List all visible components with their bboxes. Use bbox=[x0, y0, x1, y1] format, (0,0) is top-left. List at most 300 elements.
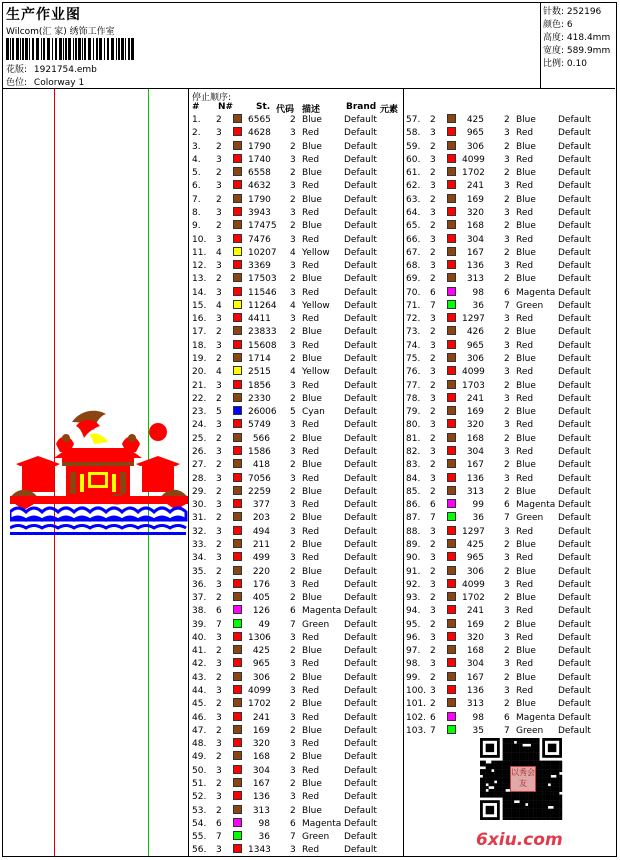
table-row bbox=[406, 433, 602, 446]
row-index: 71. bbox=[406, 300, 421, 311]
row-brand: Default bbox=[558, 473, 591, 484]
color-swatch bbox=[233, 831, 242, 840]
row-code: 2 bbox=[290, 513, 296, 524]
row-code: 7 bbox=[504, 513, 510, 524]
row-index: 78. bbox=[406, 393, 421, 404]
row-brand: Default bbox=[558, 486, 591, 497]
row-description: Red bbox=[516, 473, 534, 484]
row-code: 2 bbox=[504, 168, 510, 179]
table-row bbox=[406, 579, 602, 592]
row-stitches: 241 bbox=[252, 712, 270, 723]
color-swatch bbox=[233, 313, 242, 322]
row-code: 7 bbox=[290, 832, 296, 843]
row-needle: 2 bbox=[430, 168, 436, 179]
row-stitches: 2330 bbox=[248, 393, 271, 404]
color-swatch bbox=[447, 725, 456, 734]
row-stitches: 168 bbox=[252, 752, 270, 763]
table-row bbox=[192, 127, 388, 140]
row-needle: 3 bbox=[216, 340, 222, 351]
row-stitches: 241 bbox=[466, 181, 484, 192]
row-description: Red bbox=[302, 128, 320, 139]
row-index: 16. bbox=[192, 314, 207, 325]
color-swatch bbox=[233, 632, 242, 641]
row-brand: Default bbox=[558, 207, 591, 218]
row-stitches: 1740 bbox=[248, 154, 271, 165]
row-stitches: 11546 bbox=[248, 287, 277, 298]
table-row bbox=[192, 751, 388, 764]
row-brand: Default bbox=[344, 115, 377, 125]
row-brand: Default bbox=[344, 287, 377, 298]
table-row bbox=[192, 446, 388, 459]
row-brand: Default bbox=[344, 779, 377, 789]
row-needle: 3 bbox=[216, 181, 222, 192]
row-stitches: 418 bbox=[252, 460, 270, 471]
row-index: 82. bbox=[406, 447, 421, 457]
row-stitches: 220 bbox=[252, 566, 270, 577]
row-index: 23. bbox=[192, 407, 207, 418]
row-needle: 2 bbox=[430, 646, 436, 657]
row-needle: 3 bbox=[430, 340, 436, 351]
color-swatch bbox=[447, 207, 456, 216]
color-swatch bbox=[447, 380, 456, 389]
row-stitches: 211 bbox=[252, 539, 270, 550]
row-stitches: 425 bbox=[466, 539, 484, 550]
row-needle: 3 bbox=[216, 207, 222, 218]
row-needle: 2 bbox=[216, 460, 222, 471]
row-brand: Default bbox=[344, 646, 377, 657]
table-row bbox=[406, 114, 602, 127]
row-index: 48. bbox=[192, 739, 207, 750]
row-brand: Default bbox=[344, 832, 377, 843]
row-needle: 3 bbox=[430, 207, 436, 218]
row-needle: 3 bbox=[430, 181, 436, 192]
row-stitches: 2259 bbox=[248, 486, 271, 497]
table-row bbox=[192, 234, 388, 247]
row-description: Red bbox=[516, 420, 534, 431]
row-stitches: 136 bbox=[466, 261, 484, 272]
row-needle: 4 bbox=[216, 300, 222, 311]
row-code: 3 bbox=[290, 632, 296, 643]
row-needle: 2 bbox=[216, 354, 222, 365]
row-brand: Default bbox=[344, 154, 377, 165]
table-row bbox=[192, 725, 388, 738]
row-stitches: 98 bbox=[472, 712, 484, 723]
row-code: 2 bbox=[504, 194, 510, 205]
row-index: 100. bbox=[406, 686, 427, 697]
row-needle: 3 bbox=[216, 287, 222, 298]
row-code: 2 bbox=[504, 566, 510, 577]
color-swatch bbox=[233, 366, 242, 375]
row-stitches: 2515 bbox=[248, 367, 271, 378]
table-row bbox=[192, 300, 388, 313]
table-row bbox=[406, 526, 602, 539]
table-row bbox=[192, 154, 388, 167]
row-description: Red bbox=[302, 632, 320, 643]
row-brand: Default bbox=[558, 553, 591, 564]
row-stitches: 320 bbox=[466, 632, 484, 643]
row-brand: Default bbox=[558, 261, 591, 272]
row-needle: 2 bbox=[430, 539, 436, 550]
color-swatch bbox=[447, 566, 456, 575]
row-code: 2 bbox=[504, 539, 510, 550]
table-row bbox=[406, 326, 602, 339]
row-needle: 3 bbox=[216, 447, 222, 457]
row-code: 2 bbox=[290, 168, 296, 179]
color-swatch bbox=[233, 712, 242, 721]
row-stitches: 35 bbox=[472, 725, 484, 736]
row-stitches: 169 bbox=[252, 725, 270, 736]
row-stitches: 566 bbox=[252, 433, 270, 444]
table-row bbox=[192, 287, 388, 300]
row-index: 69. bbox=[406, 274, 421, 285]
table-row bbox=[192, 260, 388, 273]
row-description: Red bbox=[516, 234, 534, 245]
row-description: Blue bbox=[302, 221, 322, 232]
row-stitches: 1790 bbox=[248, 194, 271, 205]
colorway bbox=[6, 75, 84, 88]
row-index: 41. bbox=[192, 646, 207, 657]
row-code: 2 bbox=[290, 354, 296, 365]
color-swatch bbox=[233, 539, 242, 548]
row-description: Blue bbox=[302, 752, 322, 763]
row-stitches: 306 bbox=[466, 354, 484, 365]
row-brand: Default bbox=[344, 274, 377, 285]
design-preview bbox=[10, 408, 188, 538]
column-headers bbox=[192, 102, 402, 114]
color-swatch bbox=[447, 194, 456, 203]
row-code: 2 bbox=[290, 752, 296, 763]
row-brand: Default bbox=[558, 168, 591, 179]
color-swatch bbox=[233, 300, 242, 309]
row-index: 49. bbox=[192, 752, 207, 763]
row-description: Magenta bbox=[516, 500, 556, 511]
table-row bbox=[406, 486, 602, 499]
table-row bbox=[192, 326, 388, 339]
row-needle: 3 bbox=[430, 553, 436, 564]
row-code: 2 bbox=[290, 699, 296, 710]
row-index: 94. bbox=[406, 606, 421, 617]
color-swatch bbox=[447, 459, 456, 468]
row-stitches: 10207 bbox=[248, 247, 277, 258]
row-needle: 3 bbox=[216, 739, 222, 750]
row-code: 2 bbox=[290, 115, 296, 125]
color-swatch bbox=[447, 154, 456, 163]
row-description: Red bbox=[516, 579, 534, 590]
row-stitches: 1702 bbox=[248, 699, 271, 710]
color-swatch bbox=[447, 446, 456, 455]
row-code: 2 bbox=[504, 672, 510, 683]
color-swatch bbox=[233, 446, 242, 455]
table-row bbox=[406, 645, 602, 658]
seal-stamp: 以秀会友 bbox=[510, 766, 536, 792]
row-code: 3 bbox=[504, 659, 510, 670]
row-brand: Default bbox=[558, 593, 591, 604]
row-description: Blue bbox=[516, 460, 536, 471]
row-code: 3 bbox=[290, 234, 296, 245]
row-brand: Default bbox=[344, 712, 377, 723]
row-needle: 2 bbox=[216, 646, 222, 657]
row-stitches: 167 bbox=[466, 247, 484, 258]
row-description: Blue bbox=[302, 779, 322, 789]
row-code: 3 bbox=[504, 128, 510, 139]
color-swatch bbox=[447, 366, 456, 375]
row-index: 18. bbox=[192, 340, 207, 351]
row-stitches: 1703 bbox=[462, 380, 485, 391]
row-index: 101. bbox=[406, 699, 427, 710]
row-needle: 3 bbox=[430, 234, 436, 245]
row-description: Blue bbox=[516, 433, 536, 444]
table-row bbox=[406, 353, 602, 366]
color-swatch bbox=[233, 326, 242, 335]
row-needle: 7 bbox=[430, 300, 436, 311]
row-description: Blue bbox=[302, 141, 322, 152]
row-code: 3 bbox=[504, 393, 510, 404]
row-stitches: 313 bbox=[466, 699, 484, 710]
row-needle: 3 bbox=[430, 606, 436, 617]
row-code: 6 bbox=[504, 287, 510, 298]
row-description: Red bbox=[302, 314, 320, 325]
row-code: 2 bbox=[290, 539, 296, 550]
row-brand: Default bbox=[558, 500, 591, 511]
row-stitches: 304 bbox=[252, 765, 270, 776]
table-row bbox=[192, 393, 388, 406]
color-swatch bbox=[233, 499, 242, 508]
row-needle: 7 bbox=[216, 832, 222, 843]
row-needle: 2 bbox=[216, 221, 222, 232]
row-description: Red bbox=[302, 765, 320, 776]
row-index: 92. bbox=[406, 579, 421, 590]
row-code: 3 bbox=[504, 553, 510, 564]
row-description: Blue bbox=[516, 115, 536, 125]
row-index: 86. bbox=[406, 500, 421, 511]
color-swatch bbox=[447, 326, 456, 335]
row-stitches: 320 bbox=[466, 420, 484, 431]
row-description: Blue bbox=[516, 619, 536, 630]
table-row bbox=[192, 486, 388, 499]
col-element: 元素 bbox=[380, 105, 399, 115]
design-file bbox=[6, 62, 97, 75]
row-code: 2 bbox=[290, 327, 296, 338]
row-brand: Default bbox=[344, 433, 377, 444]
row-description: Magenta bbox=[302, 606, 342, 617]
header-rule bbox=[3, 88, 615, 89]
row-brand: Default bbox=[558, 340, 591, 351]
color-swatch bbox=[233, 645, 242, 654]
row-index: 68. bbox=[406, 261, 421, 272]
row-description: Blue bbox=[302, 593, 322, 604]
row-code: 2 bbox=[290, 194, 296, 205]
row-index: 38. bbox=[192, 606, 207, 617]
row-index: 99. bbox=[406, 672, 421, 683]
row-needle: 3 bbox=[430, 314, 436, 325]
table-row bbox=[406, 180, 602, 193]
stats-panel bbox=[543, 6, 610, 71]
row-code: 2 bbox=[290, 593, 296, 604]
color-swatch bbox=[447, 672, 456, 681]
row-needle: 2 bbox=[216, 327, 222, 338]
row-code: 2 bbox=[504, 433, 510, 444]
row-description: Blue bbox=[516, 221, 536, 232]
row-needle: 2 bbox=[216, 393, 222, 404]
row-description: Blue bbox=[302, 646, 322, 657]
row-stitches: 176 bbox=[252, 579, 270, 590]
header-divider bbox=[540, 3, 541, 88]
color-swatch bbox=[233, 844, 242, 853]
color-swatch bbox=[447, 592, 456, 601]
row-description: Red bbox=[302, 553, 320, 564]
row-stitches: 304 bbox=[466, 447, 484, 457]
table-row bbox=[406, 459, 602, 472]
color-swatch bbox=[447, 167, 456, 176]
row-index: 32. bbox=[192, 526, 207, 537]
table-row bbox=[406, 380, 602, 393]
row-brand: Default bbox=[344, 752, 377, 763]
row-code: 2 bbox=[504, 486, 510, 497]
row-brand: Default bbox=[558, 632, 591, 643]
row-brand: Default bbox=[558, 234, 591, 245]
row-description: Red bbox=[302, 739, 320, 750]
row-index: 80. bbox=[406, 420, 421, 431]
row-needle: 3 bbox=[216, 234, 222, 245]
table-row bbox=[192, 645, 388, 658]
row-index: 46. bbox=[192, 712, 207, 723]
row-needle: 3 bbox=[430, 154, 436, 165]
table-row bbox=[406, 247, 602, 260]
row-description: Blue bbox=[302, 433, 322, 444]
row-index: 28. bbox=[192, 473, 207, 484]
row-needle: 7 bbox=[430, 513, 436, 524]
table-row bbox=[406, 340, 602, 353]
color-swatch bbox=[233, 114, 242, 123]
row-needle: 2 bbox=[430, 141, 436, 152]
row-description: Red bbox=[516, 659, 534, 670]
row-brand: Default bbox=[344, 566, 377, 577]
color-swatch bbox=[233, 579, 242, 588]
page-title: 生产作业图 bbox=[6, 7, 81, 23]
row-brand: Default bbox=[558, 354, 591, 365]
row-needle: 3 bbox=[430, 261, 436, 272]
row-code: 3 bbox=[504, 686, 510, 697]
row-code: 2 bbox=[504, 221, 510, 232]
row-index: 59. bbox=[406, 141, 421, 152]
row-brand: Default bbox=[558, 274, 591, 285]
row-stitches: 313 bbox=[466, 486, 484, 497]
row-index: 79. bbox=[406, 407, 421, 418]
row-needle: 2 bbox=[216, 486, 222, 497]
row-brand: Default bbox=[558, 712, 591, 723]
row-brand: Default bbox=[558, 287, 591, 298]
row-stitches: 17503 bbox=[248, 274, 277, 285]
color-swatch bbox=[447, 180, 456, 189]
table-row bbox=[192, 141, 388, 154]
color-swatch bbox=[447, 539, 456, 548]
row-brand: Default bbox=[344, 699, 377, 710]
row-index: 87. bbox=[406, 513, 421, 524]
row-stitches: 7056 bbox=[248, 473, 271, 484]
color-swatch bbox=[447, 234, 456, 243]
row-description: Blue bbox=[302, 699, 322, 710]
row-brand: Default bbox=[344, 619, 377, 630]
row-brand: Default bbox=[344, 805, 377, 816]
row-needle: 6 bbox=[216, 818, 222, 829]
color-swatch bbox=[233, 340, 242, 349]
row-brand: Default bbox=[558, 513, 591, 524]
row-needle: 2 bbox=[430, 672, 436, 683]
color-swatch bbox=[233, 406, 242, 415]
row-brand: Default bbox=[558, 566, 591, 577]
color-swatch bbox=[233, 207, 242, 216]
row-description: Blue bbox=[516, 593, 536, 604]
row-needle: 3 bbox=[430, 632, 436, 643]
row-stitches: 425 bbox=[466, 115, 484, 125]
row-description: Red bbox=[302, 181, 320, 192]
row-index: 77. bbox=[406, 380, 421, 391]
row-description: Blue bbox=[302, 513, 322, 524]
row-code: 4 bbox=[290, 367, 296, 378]
color-swatch bbox=[447, 698, 456, 707]
row-needle: 2 bbox=[430, 486, 436, 497]
row-needle: 2 bbox=[430, 380, 436, 391]
row-brand: Default bbox=[558, 221, 591, 232]
row-code: 3 bbox=[290, 659, 296, 670]
row-brand: Default bbox=[344, 500, 377, 511]
color-swatch bbox=[233, 393, 242, 402]
row-stitches: 313 bbox=[252, 805, 270, 816]
row-code: 3 bbox=[290, 447, 296, 457]
row-brand: Default bbox=[558, 115, 591, 125]
row-index: 57. bbox=[406, 115, 421, 125]
row-description: Yellow bbox=[302, 367, 330, 378]
color-swatch bbox=[447, 353, 456, 362]
row-index: 17. bbox=[192, 327, 207, 338]
row-needle: 7 bbox=[216, 619, 222, 630]
table-row bbox=[192, 220, 388, 233]
table-row bbox=[192, 632, 388, 645]
color-swatch bbox=[233, 805, 242, 814]
table-row bbox=[192, 247, 388, 260]
row-stitches: 4411 bbox=[248, 314, 271, 325]
row-index: 74. bbox=[406, 340, 421, 351]
row-description: Blue bbox=[516, 247, 536, 258]
row-brand: Default bbox=[344, 247, 377, 258]
row-stitches: 4632 bbox=[248, 181, 271, 192]
col-stitches: St. bbox=[256, 102, 271, 112]
row-brand: Default bbox=[558, 579, 591, 590]
row-index: 20. bbox=[192, 367, 207, 378]
row-code: 2 bbox=[504, 460, 510, 471]
table-row bbox=[406, 300, 602, 313]
row-needle: 2 bbox=[430, 247, 436, 258]
row-stitches: 26006 bbox=[248, 407, 277, 418]
row-needle: 2 bbox=[430, 407, 436, 418]
row-code: 2 bbox=[504, 407, 510, 418]
row-needle: 3 bbox=[216, 845, 222, 856]
row-index: 61. bbox=[406, 168, 421, 179]
row-description: Red bbox=[516, 393, 534, 404]
row-index: 58. bbox=[406, 128, 421, 139]
row-index: 76. bbox=[406, 367, 421, 378]
row-index: 50. bbox=[192, 765, 207, 776]
row-needle: 2 bbox=[430, 593, 436, 604]
row-code: 3 bbox=[290, 420, 296, 431]
row-needle: 2 bbox=[216, 752, 222, 763]
color-swatch bbox=[233, 473, 242, 482]
row-index: 62. bbox=[406, 181, 421, 192]
color-swatch bbox=[233, 672, 242, 681]
color-swatch bbox=[233, 698, 242, 707]
row-index: 40. bbox=[192, 632, 207, 643]
color-swatch bbox=[447, 114, 456, 123]
